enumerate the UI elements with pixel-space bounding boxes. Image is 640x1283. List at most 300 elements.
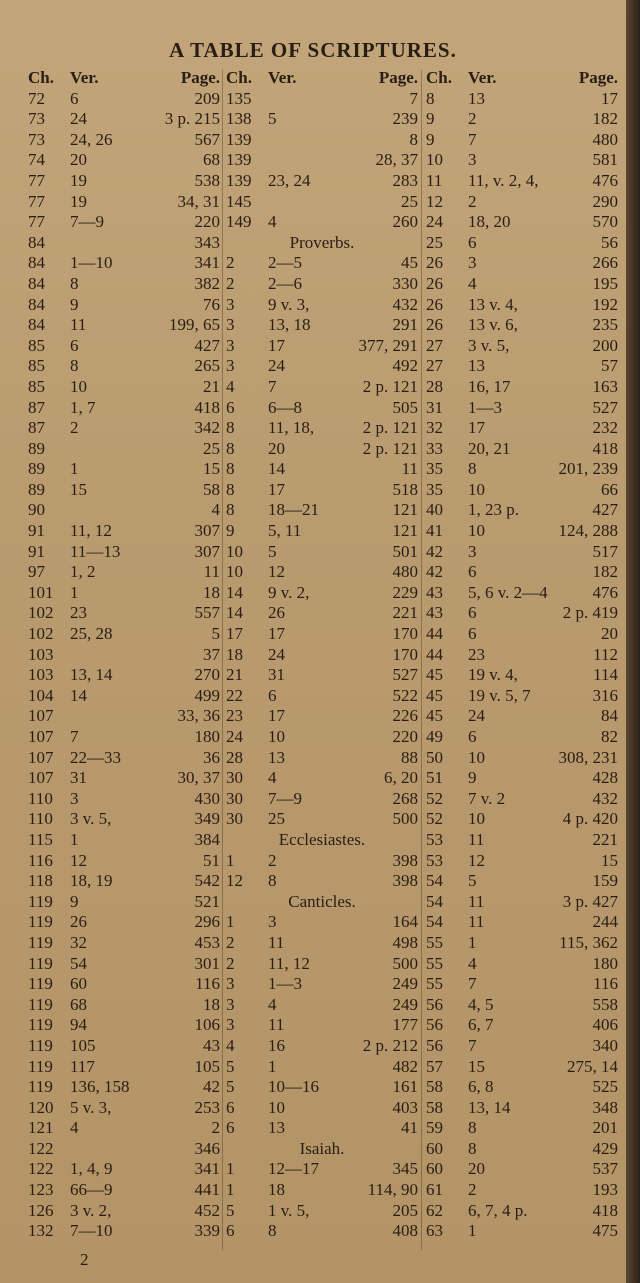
verse-cell: 4 [268, 212, 277, 232]
verse-cell: 12—17 [268, 1159, 319, 1179]
page-cell: 57 [601, 356, 618, 376]
table-row [224, 1159, 420, 1180]
page-cell: 180 [592, 953, 618, 973]
verse-cell: 24 [468, 706, 485, 726]
table-row [424, 233, 620, 254]
verse-cell: 1—3 [468, 397, 502, 417]
page-cell: 266 [592, 253, 618, 273]
verse-cell: 117 [70, 1056, 95, 1076]
chapter-cell: 74 [28, 150, 45, 170]
chapter-cell: 119 [28, 912, 53, 932]
verse-cell: 10—16 [268, 1077, 319, 1097]
page-cell: 2 p. 121 [362, 376, 418, 396]
page-cell: 116 [593, 974, 618, 994]
table-row [424, 851, 620, 872]
header-chapter: Ch. [226, 68, 252, 87]
index-column-3 [424, 68, 620, 1242]
table-row [224, 459, 420, 480]
verse-cell: 3 [468, 253, 477, 273]
verse-cell: 10 [70, 376, 87, 396]
page-cell: 15 [203, 459, 220, 479]
header-chapter: Ch. [28, 68, 54, 87]
table-row [424, 1057, 620, 1078]
verse-cell: 17 [268, 624, 285, 644]
verse-cell: 4, 5 [468, 994, 494, 1014]
page-cell: 2 p. 419 [562, 603, 618, 623]
table-row [26, 295, 222, 316]
page-cell: 518 [392, 479, 418, 499]
table-row [26, 315, 222, 336]
chapter-cell: 120 [28, 1097, 54, 1117]
chapter-cell: 3 [226, 1015, 235, 1035]
verse-cell: 1 [70, 829, 79, 849]
table-row [26, 954, 222, 975]
verse-cell: 1 [468, 932, 477, 952]
table-row [424, 954, 620, 975]
chapter-cell: 4 [226, 376, 235, 396]
verse-cell: 17 [268, 335, 285, 355]
chapter-cell: 51 [426, 768, 443, 788]
table-row [26, 768, 222, 789]
chapter-cell: 58 [426, 1097, 443, 1117]
page-cell: 525 [592, 1077, 618, 1097]
page-cell: 34, 31 [177, 191, 220, 211]
page-cell: 403 [392, 1097, 418, 1117]
table-row [224, 542, 420, 563]
chapter-cell: 55 [426, 953, 443, 973]
page-cell: 343 [194, 232, 220, 252]
page-cell: 5 [211, 624, 220, 644]
table-row [224, 603, 420, 624]
chapter-cell: 41 [426, 521, 443, 541]
page-cell: 3 p. 427 [562, 891, 618, 911]
page-cell: 427 [592, 500, 618, 520]
page-cell: 480 [592, 129, 618, 149]
chapter-cell: 119 [28, 1056, 53, 1076]
page-cell: 398 [392, 871, 418, 891]
page-cell: 88 [401, 747, 418, 767]
chapter-cell: 53 [426, 829, 443, 849]
table-row [224, 562, 420, 583]
verse-cell: 54 [70, 953, 87, 973]
table-row [424, 871, 620, 892]
book-name: Proverbs. [289, 232, 355, 252]
table-row [26, 871, 222, 892]
verse-cell: 13 v. 4, [468, 294, 518, 314]
page-cell: 20 [601, 624, 618, 644]
chapter-cell: 119 [28, 1015, 53, 1035]
column-divider [222, 70, 223, 1250]
chapter-cell: 119 [28, 932, 53, 952]
page-cell: 492 [392, 356, 418, 376]
verse-cell: 3 [70, 788, 79, 808]
table-row [224, 315, 420, 336]
table-row [26, 645, 222, 666]
page-cell: 36 [203, 747, 220, 767]
table-row [26, 748, 222, 769]
chapter-cell: 2 [226, 253, 235, 273]
table-row [26, 1057, 222, 1078]
table-row [26, 665, 222, 686]
chapter-cell: 14 [226, 582, 243, 602]
verse-cell: 6, 7, 4 p. [468, 1200, 528, 1220]
chapter-cell: 5 [226, 1200, 235, 1220]
verse-cell: 19 [70, 170, 87, 190]
table-row [424, 418, 620, 439]
page-cell: 340 [592, 1035, 618, 1055]
verse-cell: 8 [468, 1118, 477, 1138]
page-cell: 76 [203, 294, 220, 314]
table-row [26, 521, 222, 542]
page-cell: 220 [392, 727, 418, 746]
page-cell: 270 [194, 665, 220, 685]
column-header [26, 68, 222, 89]
page-cell: 249 [392, 994, 418, 1014]
page-cell: 209 [194, 88, 220, 108]
chapter-cell: 103 [28, 665, 54, 685]
page-cell: 265 [194, 356, 220, 376]
page-cell: 66 [601, 479, 618, 499]
page-cell: 441 [194, 1180, 220, 1200]
table-row [224, 1036, 420, 1057]
chapter-cell: 119 [28, 974, 53, 994]
chapter-cell: 87 [28, 397, 45, 417]
verse-cell: 9 v. 3, [268, 294, 310, 314]
page-cell: 182 [592, 109, 618, 129]
chapter-cell: 54 [426, 912, 443, 932]
table-row [424, 1201, 620, 1222]
table-row [424, 171, 620, 192]
chapter-cell: 9 [226, 521, 235, 541]
chapter-cell: 3 [226, 974, 235, 994]
verse-cell: 7—10 [70, 1221, 113, 1241]
table-row [26, 727, 222, 748]
table-row [224, 809, 420, 830]
chapter-cell: 119 [28, 1077, 53, 1097]
chapter-cell: 53 [426, 850, 443, 870]
page-cell: 182 [592, 562, 618, 582]
chapter-cell: 84 [28, 315, 45, 335]
chapter-cell: 135 [226, 88, 252, 108]
chapter-cell: 149 [226, 212, 252, 232]
verse-cell: 5, 6 v. 2—4 [468, 582, 548, 602]
verse-cell: 11, 12 [70, 521, 112, 541]
verse-cell: 11, v. 2, 4, [468, 170, 539, 190]
page-cell: 3 p. 215 [164, 109, 220, 129]
chapter-cell: 17 [226, 624, 243, 644]
chapter-cell: 27 [426, 335, 443, 355]
table-row [224, 665, 420, 686]
page-cell: 163 [592, 376, 618, 396]
table-row [224, 1180, 420, 1201]
verse-cell: 13, 18 [268, 315, 311, 335]
verse-cell: 2 [468, 191, 477, 211]
verse-cell: 19 v. 4, [468, 665, 518, 685]
page-cell: 28, 37 [375, 150, 418, 170]
verse-cell: 66—9 [70, 1180, 113, 1200]
chapter-cell: 89 [28, 459, 45, 479]
table-row [26, 1201, 222, 1222]
page-cell: 244 [592, 912, 618, 932]
table-row [26, 686, 222, 707]
verse-cell: 24 [268, 356, 285, 376]
page-cell: 517 [592, 541, 618, 561]
verse-cell: 4 [70, 1118, 79, 1138]
chapter-cell: 30 [226, 788, 243, 808]
page-cell: 193 [592, 1180, 618, 1200]
chapter-cell: 58 [426, 1077, 443, 1097]
verse-cell: 9 [70, 294, 79, 314]
table-row [424, 150, 620, 171]
verse-cell: 6, 7 [468, 1015, 494, 1035]
table-row [26, 500, 222, 521]
chapter-cell: 84 [28, 294, 45, 314]
chapter-cell: 3 [226, 315, 235, 335]
table-row [26, 1077, 222, 1098]
chapter-cell: 52 [426, 788, 443, 808]
chapter-cell: 42 [426, 541, 443, 561]
page-cell: 341 [194, 253, 220, 273]
chapter-cell: 30 [226, 768, 243, 788]
table-row [424, 315, 620, 336]
page-cell: 522 [392, 685, 418, 705]
table-row [424, 336, 620, 357]
verse-cell: 1 [70, 459, 79, 479]
chapter-cell: 6 [226, 1097, 235, 1117]
verse-cell: 11, 12 [268, 953, 310, 973]
verse-cell: 2 [468, 1180, 477, 1200]
book-name: Canticles. [288, 891, 356, 911]
verse-cell: 10 [268, 727, 285, 746]
table-row [224, 912, 420, 933]
verse-cell: 15 [468, 1056, 485, 1076]
page-cell: 482 [392, 1056, 418, 1076]
table-row [224, 418, 420, 439]
table-row [224, 1201, 420, 1222]
chapter-cell: 60 [426, 1138, 443, 1158]
verse-cell: 18, 19 [70, 871, 113, 891]
page-cell: 316 [592, 685, 618, 705]
chapter-cell: 1 [226, 912, 235, 932]
verse-cell: 6 [468, 232, 477, 252]
table-row [424, 974, 620, 995]
table-row [224, 995, 420, 1016]
verse-cell: 10 [468, 479, 485, 499]
page-cell: 232 [592, 418, 618, 438]
table-row [224, 192, 420, 213]
chapter-cell: 102 [28, 603, 54, 623]
chapter-cell: 35 [426, 479, 443, 499]
table-row [424, 398, 620, 419]
table-row [26, 212, 222, 233]
verse-cell: 1, 4, 9 [70, 1159, 113, 1179]
chapter-cell: 139 [226, 150, 252, 170]
chapter-cell: 43 [426, 603, 443, 623]
verse-cell: 9 [468, 768, 477, 788]
verse-cell: 10 [268, 1097, 285, 1117]
chapter-cell: 56 [426, 1035, 443, 1055]
page-cell: 558 [592, 994, 618, 1014]
verse-cell: 13 [468, 356, 485, 376]
chapter-cell: 54 [426, 891, 443, 911]
page-cell: 345 [392, 1159, 418, 1179]
table-row [424, 192, 620, 213]
table-row [224, 480, 420, 501]
table-row [224, 336, 420, 357]
chapter-cell: 72 [28, 88, 45, 108]
table-row [224, 500, 420, 521]
page-cell: 42 [203, 1077, 220, 1097]
page-cell: 170 [392, 644, 418, 664]
page-cell: 330 [392, 273, 418, 293]
chapter-cell: 107 [28, 747, 54, 767]
page-cell: 567 [194, 129, 220, 149]
page-cell: 500 [392, 809, 418, 829]
chapter-cell: 116 [28, 850, 53, 870]
verse-cell: 14 [268, 459, 285, 479]
chapter-cell: 77 [28, 212, 45, 232]
verse-cell: 4 [268, 994, 277, 1014]
verse-cell: 13, 14 [70, 665, 113, 685]
verse-cell: 31 [70, 768, 87, 788]
page-cell: 291 [392, 315, 418, 335]
verse-cell: 14 [70, 685, 87, 705]
column-header [424, 68, 620, 89]
chapter-cell: 12 [226, 871, 243, 891]
page-cell: 527 [392, 665, 418, 685]
page-cell: 408 [392, 1221, 418, 1241]
page-cell: 161 [392, 1077, 418, 1097]
page-cell: 235 [592, 315, 618, 335]
page-binding-edge [626, 0, 640, 1283]
chapter-cell: 23 [226, 706, 243, 726]
verse-cell: 11 [468, 912, 485, 932]
verse-cell: 31 [268, 665, 285, 685]
table-row [224, 109, 420, 130]
verse-cell: 5 [268, 109, 277, 129]
page-cell: 124, 288 [558, 521, 618, 541]
table-row [224, 1057, 420, 1078]
table-row [26, 150, 222, 171]
verse-cell: 7 [268, 376, 277, 396]
chapter-cell: 84 [28, 253, 45, 273]
table-row [424, 995, 620, 1016]
chapter-cell: 8 [226, 479, 235, 499]
chapter-cell: 84 [28, 273, 45, 293]
verse-cell: 2—6 [268, 273, 302, 293]
chapter-cell: 97 [28, 562, 45, 582]
verse-cell: 20 [268, 438, 285, 458]
verse-cell: 23 [468, 644, 485, 664]
header-verse: Ver. [70, 68, 99, 87]
table-row [424, 1118, 620, 1139]
page-cell: 307 [194, 521, 220, 541]
chapter-cell: 45 [426, 685, 443, 705]
chapter-cell: 91 [28, 541, 45, 561]
chapter-cell: 5 [226, 1056, 235, 1076]
table-row [26, 336, 222, 357]
table-row [26, 130, 222, 151]
chapter-cell: 121 [28, 1118, 54, 1138]
page-cell: 301 [194, 953, 220, 973]
chapter-cell: 44 [426, 644, 443, 664]
chapter-cell: 2 [226, 953, 235, 973]
chapter-cell: 60 [426, 1159, 443, 1179]
verse-cell: 60 [70, 974, 87, 994]
table-row [26, 603, 222, 624]
page-cell: 4 [211, 500, 220, 520]
table-row [424, 295, 620, 316]
page-cell: 18 [203, 582, 220, 602]
table-row [424, 212, 620, 233]
table-row [26, 418, 222, 439]
table-row [424, 274, 620, 295]
table-row [26, 1159, 222, 1180]
page-cell: 177 [392, 1015, 418, 1035]
table-row [224, 377, 420, 398]
table-row [26, 995, 222, 1016]
verse-cell: 2 [468, 109, 477, 129]
verse-cell: 10 [468, 747, 485, 767]
page-cell: 346 [194, 1138, 220, 1158]
chapter-cell: 50 [426, 747, 443, 767]
page-cell: 4 p. 420 [562, 809, 618, 829]
book-section-heading [224, 830, 420, 851]
verse-cell: 2—5 [268, 253, 302, 273]
chapter-cell: 126 [28, 1200, 54, 1220]
verse-cell: 11—13 [70, 541, 121, 561]
page-cell: 229 [392, 582, 418, 602]
header-page: Page. [180, 68, 220, 87]
verse-cell: 3 [468, 541, 477, 561]
table-row [26, 377, 222, 398]
verse-cell: 3 [468, 150, 477, 170]
table-row [424, 377, 620, 398]
verse-cell: 15 [70, 479, 87, 499]
verse-cell: 19 [70, 191, 87, 211]
chapter-cell: 122 [28, 1138, 54, 1158]
verse-cell: 11 [70, 315, 87, 335]
chapter-cell: 3 [226, 356, 235, 376]
header-chapter: Ch. [426, 68, 452, 87]
table-row [26, 851, 222, 872]
page-cell: 418 [592, 438, 618, 458]
chapter-cell: 90 [28, 500, 45, 520]
page-cell: 17 [601, 88, 618, 108]
table-row [224, 1118, 420, 1139]
table-row [26, 974, 222, 995]
verse-cell: 8 [70, 273, 79, 293]
verse-cell: 1, 7 [70, 397, 96, 417]
verse-cell: 8 [70, 356, 79, 376]
verse-cell: 4 [468, 273, 477, 293]
table-row [26, 789, 222, 810]
page-cell: 349 [194, 809, 220, 829]
chapter-cell: 1 [226, 850, 235, 870]
table-row [424, 1221, 620, 1242]
chapter-cell: 35 [426, 459, 443, 479]
chapter-cell: 6 [226, 397, 235, 417]
chapter-cell: 45 [426, 665, 443, 685]
verse-cell: 94 [70, 1015, 87, 1035]
book-section-heading [224, 892, 420, 913]
page-cell: 406 [592, 1015, 618, 1035]
verse-cell: 12 [70, 850, 87, 870]
page-cell: 476 [592, 170, 618, 190]
chapter-cell: 10 [226, 541, 243, 561]
chapter-cell: 8 [226, 438, 235, 458]
table-row [424, 1159, 620, 1180]
